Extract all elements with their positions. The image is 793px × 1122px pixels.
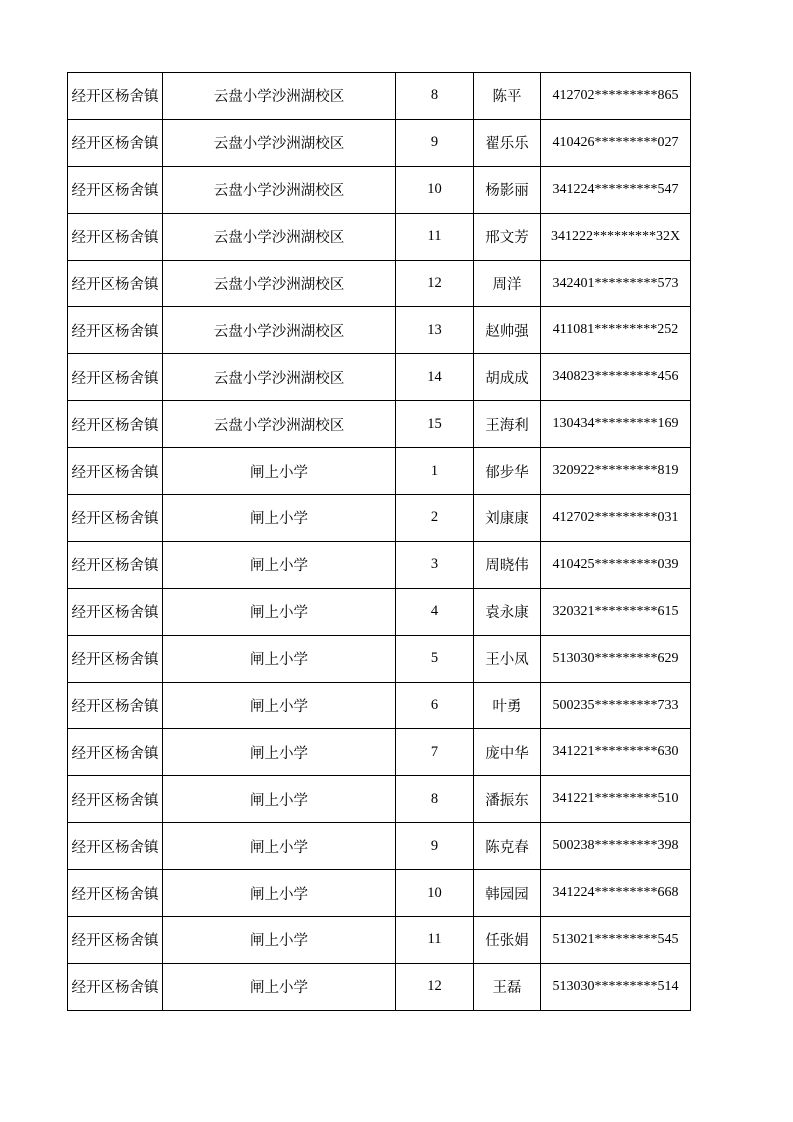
person-name-cell: 周晓伟 [474, 541, 541, 588]
district-cell: 经开区杨舍镇 [68, 213, 163, 260]
district-cell: 经开区杨舍镇 [68, 448, 163, 495]
sequence-number-cell: 11 [396, 917, 474, 964]
personnel-table [67, 72, 691, 1011]
person-name-cell: 任张娟 [474, 917, 541, 964]
table-body [68, 73, 691, 1011]
school-cell: 闸上小学 [163, 917, 396, 964]
sequence-number-cell: 13 [396, 307, 474, 354]
sequence-number-cell: 2 [396, 495, 474, 542]
sequence-number-cell: 7 [396, 729, 474, 776]
table-row [68, 870, 691, 917]
person-name-cell: 陈平 [474, 73, 541, 120]
id-number-cell: 130434*********169 [541, 401, 691, 448]
sequence-number-cell: 11 [396, 213, 474, 260]
table-row [68, 448, 691, 495]
table-row [68, 541, 691, 588]
district-cell: 经开区杨舍镇 [68, 870, 163, 917]
person-name-cell: 叶勇 [474, 682, 541, 729]
school-cell: 云盘小学沙洲湖校区 [163, 213, 396, 260]
table-row [68, 823, 691, 870]
id-number-cell: 410425*********039 [541, 541, 691, 588]
person-name-cell: 袁永康 [474, 588, 541, 635]
table-row [68, 401, 691, 448]
school-cell: 闸上小学 [163, 448, 396, 495]
school-cell: 云盘小学沙洲湖校区 [163, 260, 396, 307]
id-number-cell: 513021*********545 [541, 917, 691, 964]
sequence-number-cell: 14 [396, 354, 474, 401]
district-cell: 经开区杨舍镇 [68, 823, 163, 870]
school-cell: 闸上小学 [163, 682, 396, 729]
district-cell: 经开区杨舍镇 [68, 119, 163, 166]
district-cell: 经开区杨舍镇 [68, 495, 163, 542]
table-row [68, 73, 691, 120]
school-cell: 云盘小学沙洲湖校区 [163, 166, 396, 213]
person-name-cell: 翟乐乐 [474, 119, 541, 166]
id-number-cell: 412702*********865 [541, 73, 691, 120]
district-cell: 经开区杨舍镇 [68, 588, 163, 635]
school-cell: 闸上小学 [163, 588, 396, 635]
person-name-cell: 郁步华 [474, 448, 541, 495]
sequence-number-cell: 6 [396, 682, 474, 729]
school-cell: 云盘小学沙洲湖校区 [163, 401, 396, 448]
sequence-number-cell: 1 [396, 448, 474, 495]
table-row [68, 635, 691, 682]
person-name-cell: 邢文芳 [474, 213, 541, 260]
district-cell: 经开区杨舍镇 [68, 963, 163, 1010]
table-row [68, 776, 691, 823]
sequence-number-cell: 8 [396, 73, 474, 120]
school-cell: 闸上小学 [163, 729, 396, 776]
id-number-cell: 340823*********456 [541, 354, 691, 401]
id-number-cell: 410426*********027 [541, 119, 691, 166]
district-cell: 经开区杨舍镇 [68, 917, 163, 964]
table-row [68, 963, 691, 1010]
school-cell: 闸上小学 [163, 963, 396, 1010]
sequence-number-cell: 3 [396, 541, 474, 588]
school-cell: 云盘小学沙洲湖校区 [163, 73, 396, 120]
district-cell: 经开区杨舍镇 [68, 635, 163, 682]
table-row [68, 588, 691, 635]
school-cell: 闸上小学 [163, 776, 396, 823]
sequence-number-cell: 12 [396, 963, 474, 1010]
school-cell: 闸上小学 [163, 635, 396, 682]
id-number-cell: 341224*********547 [541, 166, 691, 213]
table-row [68, 729, 691, 776]
table-row [68, 119, 691, 166]
district-cell: 经开区杨舍镇 [68, 354, 163, 401]
sequence-number-cell: 5 [396, 635, 474, 682]
person-name-cell: 韩园园 [474, 870, 541, 917]
table-row [68, 495, 691, 542]
id-number-cell: 513030*********514 [541, 963, 691, 1010]
school-cell: 闸上小学 [163, 870, 396, 917]
id-number-cell: 411081*********252 [541, 307, 691, 354]
id-number-cell: 341222*********32X [541, 213, 691, 260]
district-cell: 经开区杨舍镇 [68, 166, 163, 213]
district-cell: 经开区杨舍镇 [68, 307, 163, 354]
table-row [68, 682, 691, 729]
person-name-cell: 庞中华 [474, 729, 541, 776]
school-cell: 云盘小学沙洲湖校区 [163, 307, 396, 354]
school-cell: 云盘小学沙洲湖校区 [163, 354, 396, 401]
table-row [68, 307, 691, 354]
person-name-cell: 王小凤 [474, 635, 541, 682]
district-cell: 经开区杨舍镇 [68, 401, 163, 448]
person-name-cell: 王海利 [474, 401, 541, 448]
person-name-cell: 赵帅强 [474, 307, 541, 354]
person-name-cell: 潘振东 [474, 776, 541, 823]
school-cell: 闸上小学 [163, 495, 396, 542]
district-cell: 经开区杨舍镇 [68, 260, 163, 307]
id-number-cell: 341224*********668 [541, 870, 691, 917]
person-name-cell: 杨影丽 [474, 166, 541, 213]
id-number-cell: 500235*********733 [541, 682, 691, 729]
district-cell: 经开区杨舍镇 [68, 682, 163, 729]
district-cell: 经开区杨舍镇 [68, 541, 163, 588]
table-row [68, 166, 691, 213]
school-cell: 闸上小学 [163, 823, 396, 870]
person-name-cell: 王磊 [474, 963, 541, 1010]
school-cell: 闸上小学 [163, 541, 396, 588]
id-number-cell: 320922*********819 [541, 448, 691, 495]
id-number-cell: 513030*********629 [541, 635, 691, 682]
person-name-cell: 刘康康 [474, 495, 541, 542]
id-number-cell: 341221*********630 [541, 729, 691, 776]
sequence-number-cell: 10 [396, 870, 474, 917]
school-cell: 云盘小学沙洲湖校区 [163, 119, 396, 166]
district-cell: 经开区杨舍镇 [68, 776, 163, 823]
sequence-number-cell: 9 [396, 119, 474, 166]
id-number-cell: 341221*********510 [541, 776, 691, 823]
id-number-cell: 342401*********573 [541, 260, 691, 307]
sequence-number-cell: 10 [396, 166, 474, 213]
id-number-cell: 412702*********031 [541, 495, 691, 542]
sequence-number-cell: 4 [396, 588, 474, 635]
person-name-cell: 周洋 [474, 260, 541, 307]
district-cell: 经开区杨舍镇 [68, 729, 163, 776]
sequence-number-cell: 9 [396, 823, 474, 870]
id-number-cell: 500238*********398 [541, 823, 691, 870]
table-row [68, 260, 691, 307]
table-row [68, 354, 691, 401]
table-row [68, 213, 691, 260]
table-row [68, 917, 691, 964]
sequence-number-cell: 15 [396, 401, 474, 448]
district-cell: 经开区杨舍镇 [68, 73, 163, 120]
id-number-cell: 320321*********615 [541, 588, 691, 635]
sequence-number-cell: 12 [396, 260, 474, 307]
sequence-number-cell: 8 [396, 776, 474, 823]
person-name-cell: 陈克春 [474, 823, 541, 870]
person-name-cell: 胡成成 [474, 354, 541, 401]
